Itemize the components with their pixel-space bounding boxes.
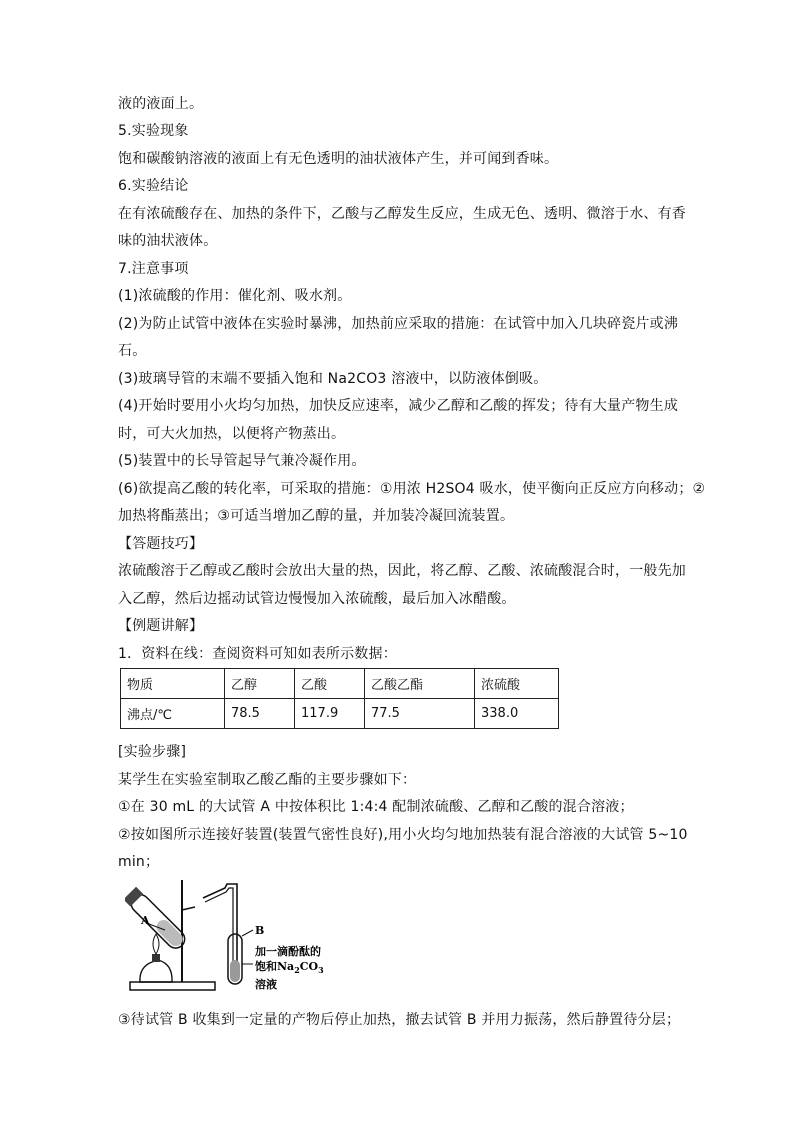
table-cell: 338.0 — [475, 699, 559, 729]
label-b: B — [255, 924, 265, 937]
text-line: ③待试管 B 收集到一定量的产物后停止加热，撤去试管 B 并用力振荡，然后静置待分层； — [118, 1012, 681, 1028]
lamp-wick-holder — [152, 954, 160, 962]
text-line: ②按如图所示连接好装置(装置气密性良好),用小火均匀地加热装有混合溶液的大试管 5~10 — [118, 827, 688, 843]
table-cell: 浓硫酸 — [475, 669, 559, 699]
apparatus-diagram — [125, 872, 355, 997]
text-line: 液的液面上。 — [118, 96, 204, 112]
text-line: 1．资料在线：查阅资料可知如表所示数据： — [118, 646, 397, 662]
test-tube-b-liquid — [230, 960, 240, 982]
text-line: (4)开始时要用小火均匀加热，加快反应速率，减少乙醇和乙酸的挥发；待有大量产物生成 — [118, 398, 679, 414]
text-line: (3)玻璃导管的末端不要插入饱和 Na2CO3 溶液中，以防液体倒吸。 — [118, 371, 548, 387]
text-line: 加热将酯蒸出；③可适当增加乙醇的量，并加装冷凝回流装置。 — [118, 508, 515, 524]
alcohol-lamp — [140, 960, 172, 982]
text-line: (2)为防止试管中液体在实验时暴沸，加热前应采取的措施：在试管中加入几块碎瓷片或沸 — [118, 316, 679, 332]
text-line: (5)装置中的长导管起导气兼冷凝作用。 — [118, 453, 366, 469]
table-row — [121, 699, 559, 729]
section-heading: 【例题讲解】 — [118, 618, 204, 634]
table-cell: 117.9 — [295, 699, 365, 729]
table-row — [121, 669, 559, 699]
table-cell: 乙酸乙酯 — [365, 669, 475, 699]
clamp — [182, 907, 195, 910]
delivery-tube — [203, 884, 237, 967]
text-line: 石。 — [118, 343, 147, 359]
text-line: min； — [118, 854, 160, 870]
flame-icon — [153, 934, 159, 954]
table-cell: 78.5 — [225, 699, 295, 729]
caption-line-3: 溶液 — [255, 978, 277, 991]
boiling-point-table — [120, 668, 559, 729]
section-heading: 7.注意事项 — [118, 261, 189, 277]
text-line: (1)浓硫酸的作用：催化剂、吸水剂。 — [118, 288, 352, 304]
table-cell: 物质 — [121, 669, 225, 699]
text-line: 浓硫酸溶于乙醇或乙酸时会放出大量的热，因此，将乙醇、乙酸、浓硫酸混合时，一般先加 — [118, 563, 686, 579]
text-line: 饱和碳酸钠溶液的液面上有无色透明的油状液体产生，并可闻到香味。 — [118, 151, 559, 167]
caption-line-1: 加一滴酚酞的 — [255, 945, 321, 958]
text-line: 在有浓硫酸存在、加热的条件下，乙酸与乙醇发生反应，生成无色、透明、微溶于水、有香 — [118, 206, 686, 222]
label-a: A — [141, 914, 150, 927]
test-tube-a — [125, 887, 188, 952]
text-line: 时，可大火加热，以便将产物蒸出。 — [118, 426, 346, 442]
section-heading: [实验步骤] — [118, 744, 187, 760]
text-line: 味的油状液体。 — [118, 233, 218, 249]
table-cell: 乙醇 — [225, 669, 295, 699]
table-cell: 77.5 — [365, 699, 475, 729]
stand-base — [130, 982, 215, 990]
table-cell: 乙酸 — [295, 669, 365, 699]
text-line: 某学生在实验室制取乙酸乙酯的主要步骤如下： — [118, 772, 417, 788]
text-line: (6)欲提高乙酸的转化率，可采取的措施：①用浓 H2SO4 吸水，使平衡向正反应方向移动；② — [118, 481, 706, 497]
text-line: ①在 30 mL 的大试管 A 中按体积比 1:4:4 配制浓硫酸、乙醇和乙酸的混合溶液； — [118, 799, 634, 815]
caption-line-2: 饱和$Na_2CO_3$ — [255, 960, 324, 975]
section-heading: 【答题技巧】 — [118, 536, 204, 552]
section-heading: 5.实验现象 — [118, 123, 189, 139]
table-cell: 沸点/℃ — [121, 699, 225, 729]
text-line: 入乙醇，然后边摇动试管边慢慢加入浓硫酸，最后加入冰醋酸。 — [118, 591, 516, 607]
section-heading: 6.实验结论 — [118, 178, 189, 194]
